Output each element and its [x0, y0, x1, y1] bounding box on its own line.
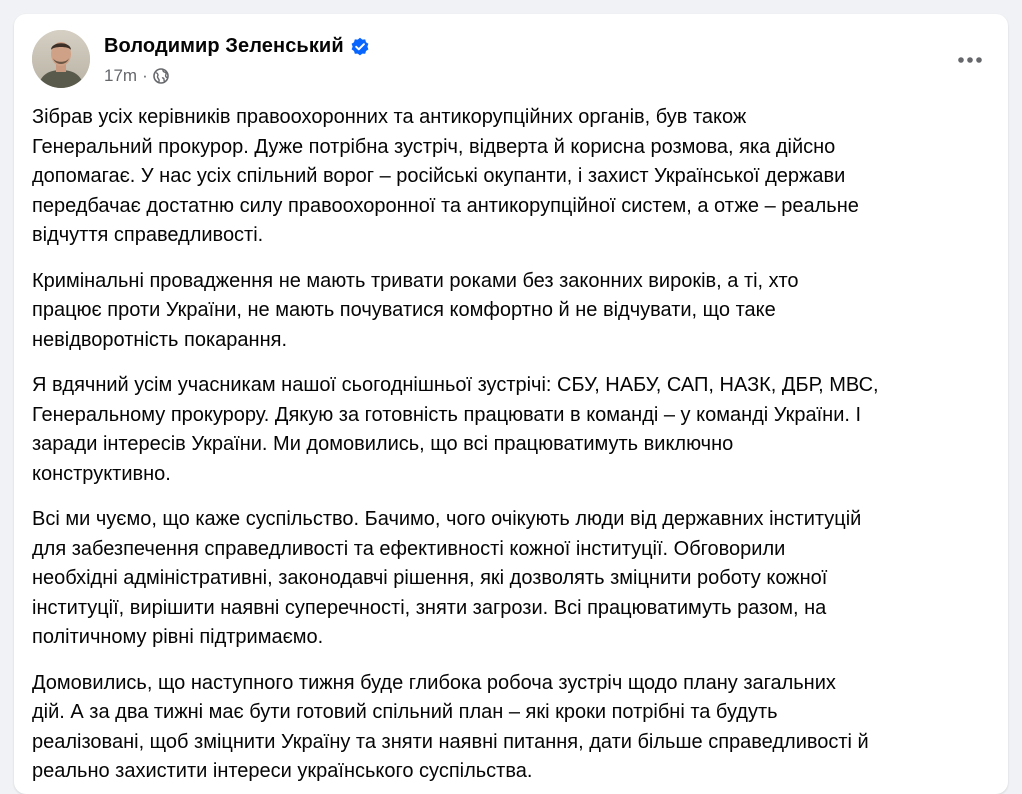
text-line: необхідні адміністративні, законодавчі рішення, які дозволять зміцнити роботу кожної [32, 567, 828, 589]
author-line [104, 35, 370, 58]
text-line: для забезпечення справедливості та ефективності кожної інституції. Обговорили [32, 537, 786, 560]
text-line: відчуття справедливості. [32, 224, 264, 246]
post-card [14, 14, 1008, 794]
text-line: дій. А за два тижні має бути готовий спільний план – які кроки потрібні та будуть [32, 701, 778, 723]
text-line: невідворотність покарання. [32, 328, 288, 351]
post-paragraph-5 [32, 669, 994, 787]
text-line: реалізовані, щоб зміцнити Україну та зняти наявні питання, дати більше справедливості й [32, 730, 869, 753]
text-line: інституції, вирішити наявні суперечності, зняти загрози. Всі працюватимуть разом, на [32, 596, 827, 619]
text-line: Всі ми чуємо, що каже суспільство. Бачимо, чого очікують люди від державних інституцій [32, 508, 862, 530]
text-line: заради інтересів України. Ми домовились, що всі працюватимуть виключно [32, 433, 734, 455]
post-paragraph-2 [32, 267, 994, 356]
globe-icon[interactable] [153, 68, 169, 84]
text-line: конструктивно. [32, 462, 171, 485]
text-line: допомагає. У нас усіх спільний ворог – російські окупанти, і захист Української держави [32, 165, 846, 187]
author-name[interactable]: Володимир Зеленський [104, 35, 344, 57]
post-text [32, 103, 994, 794]
text-line: працює проти України, не мають почуватися комфортно й не відчувати, що таке [32, 299, 776, 321]
post-paragraph-4 [32, 505, 994, 653]
text-line: передбачає достатню силу правоохоронної та антикорупційної систем, а отже – реальне [32, 194, 859, 217]
text-line: Домовились, що наступного тижня буде глибока робоча зустріч щодо плану загальних [32, 671, 836, 694]
more-options-icon[interactable] [950, 42, 990, 78]
text-line: політичному рівні підтримаємо. [32, 626, 324, 648]
text-line: Кримінальні провадження не мають тривати роками без законних вироків, а ті, хто [32, 269, 799, 292]
post-meta [104, 66, 169, 86]
text-line: Я вдячний усім учасникам нашої сьогоднішньої зустрічі: СБУ, НАБУ, САП, НАЗК, ДБР, МВС, [32, 374, 879, 396]
meta-separator: · [142, 66, 148, 85]
text-line: Генеральний прокурор. Дуже потрібна зустріч, відверта й корисна розмова, яка дійсно [32, 135, 836, 158]
text-line: Генеральному прокурору. Дякую за готовність працювати в команді – у команді України. І [32, 403, 862, 426]
post-header [32, 30, 990, 92]
author-avatar[interactable] [32, 30, 90, 88]
avatar-image [32, 30, 90, 88]
post-time[interactable]: 17m [104, 66, 138, 85]
text-line: реально захистити інтереси українського суспільства. [32, 760, 533, 782]
verified-badge-icon [350, 37, 370, 57]
post-paragraph-3 [32, 371, 994, 489]
post-paragraph-1 [32, 103, 994, 251]
text-line: Зібрав усіх керівників правоохоронних та антикорупційних органів, був також [32, 106, 747, 128]
